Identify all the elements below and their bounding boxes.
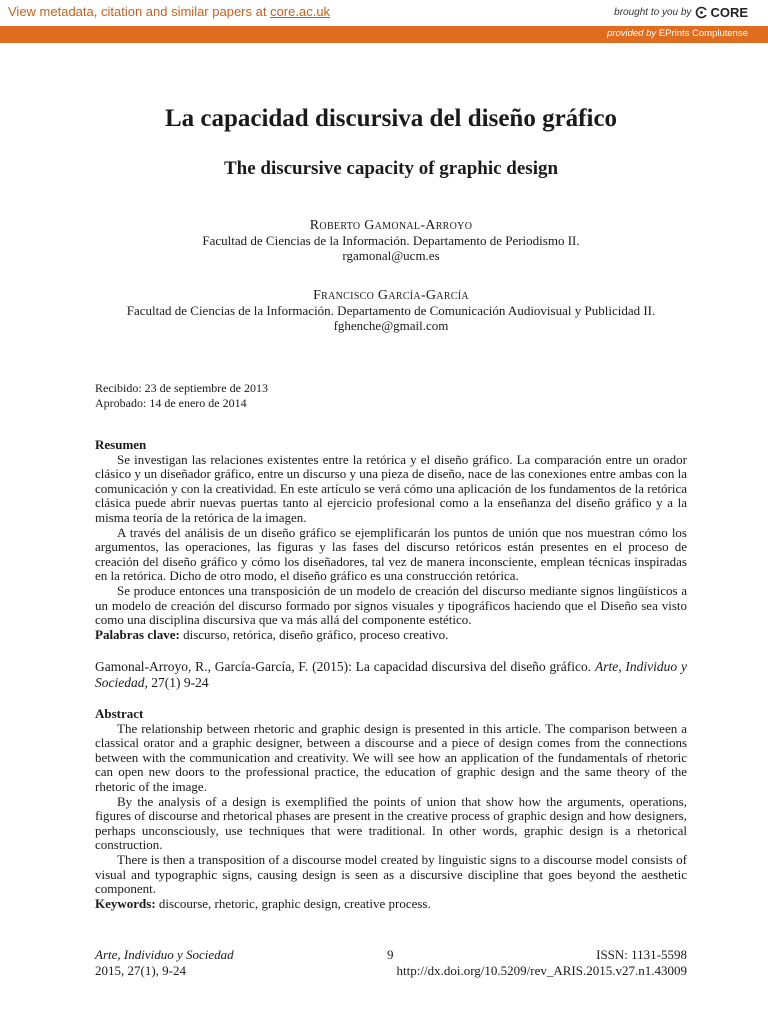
approved-date: Aprobado: 14 de enero de 2014 <box>95 396 247 410</box>
paper-subtitle: The discursive capacity of graphic design <box>223 158 559 179</box>
citation-journal: Arte, Individuo y Sociedad <box>95 659 687 690</box>
abstract-section <box>95 707 687 911</box>
core-logo-icon <box>695 6 708 19</box>
resumen-paragraph: Se produce entonces una transposición de un modelo de creación del discurso mediante signos lingüísticos a un modelo de creación del discurso formado por signos visuales y tipográficos haciendo que el Diseño sea visto como una disciplina discursiva que va más allá del componente estético. <box>95 582 687 628</box>
footer-journal-name: Arte, Individuo y Sociedad <box>95 947 234 962</box>
abstract-keywords <box>95 897 687 912</box>
footer-identifiers <box>397 947 687 979</box>
footer-issn: ISSN: 1131-5598 <box>596 947 687 962</box>
core-banner <box>0 0 768 26</box>
author-email[interactable]: fghenche@gmail.com <box>333 318 449 333</box>
citation-text: Gamonal-Arroyo, R., García-García, F. (2015): La capacidad discursiva del diseño gráfico. <box>95 659 595 674</box>
citation-volume: , 27(1) 9-24 <box>144 675 209 690</box>
resumen-heading: Resumen <box>95 437 147 452</box>
footer-issue: 2015, 27(1), 9-24 <box>95 963 186 978</box>
footer-doi[interactable]: http://dx.doi.org/10.5209/rev_ARIS.2015.v27.n1.43009 <box>396 963 687 978</box>
core-provided-bar <box>0 26 768 43</box>
received-date: Recibido: 23 de septiembre de 2013 <box>95 381 268 395</box>
submission-dates <box>95 381 268 411</box>
provided-by-prefix: provided by <box>607 28 657 39</box>
footer-journal <box>95 947 234 979</box>
resumen-paragraph: A través del análisis de un diseño gráfico se ejemplificarán los puntos de unión que nos muestran cómo los argumentos, las operaciones, las figuras y las fases del discurso retóricos están presentes en el proceso de creación del diseño gráfico y cómo los diseñadores, tal vez de manera inconsciente, emplean técnicas inspiradas en la retórica. Dicho de otro modo, el diseño gráfico es una construcción retórica. <box>95 524 687 584</box>
keywords-text: discurso, retórica, diseño gráfico, proceso creativo. <box>179 626 449 642</box>
author-affiliation: Facultad de Ciencias de la Información. Departamento de Periodismo II. <box>202 233 580 248</box>
author-block-1 <box>95 218 687 263</box>
brought-by-text: brought to you by <box>614 7 692 18</box>
keywords-text: discourse, rhetoric, graphic design, creative process. <box>155 895 431 911</box>
provided-by[interactable] <box>607 28 748 39</box>
abstract-paragraph: The relationship between rhetoric and graphic design is presented in this article. The comparison between a classical orator and a graphic designer, between a discourse and a piece of design comes from the connections between with the communication and creativity. We will see how an application of the fundamentals of rhetoric can open new doors to the professional practice, the education of graphic design and the same theory of the rhetoric of the image. <box>95 720 687 794</box>
core-logo-label: CORE <box>710 5 748 20</box>
core-logo <box>695 5 748 20</box>
provided-by-name: EPrints Complutense <box>658 28 748 39</box>
author-block-2 <box>80 288 702 333</box>
resumen-section <box>95 438 687 642</box>
keywords-label: Palabras clave: <box>95 626 180 642</box>
author-email[interactable]: rgamonal@ucm.es <box>342 248 440 263</box>
citation <box>95 659 687 691</box>
core-link-prefix: View metadata, citation and similar papers at <box>8 4 271 19</box>
core-brand[interactable] <box>614 5 748 20</box>
page-number: 9 <box>387 947 394 962</box>
author-affiliation: Facultad de Ciencias de la Información. Departamento de Comunicación Audiovisual y Publicidad II. <box>126 303 656 318</box>
author-name: Roberto Gamonal-Arroyo <box>309 218 473 233</box>
abstract-paragraph: By the analysis of a design is exemplified the points of union that show how the arguments, operations, figures of discourse and rhetorical phases are present in the creative process of graphic design and how designers, perhaps unconsciously, use techniques that were traditional. In other words, graphic design is a rhetorical construction. <box>95 793 687 853</box>
core-link[interactable]: core.ac.uk <box>270 4 331 19</box>
abstract-paragraph: There is then a transposition of a discourse model created by linguistic signs to a discourse model consists of visual and typographic signs, causing design is seen as a discursive discipline that goes beyond the aesthetic component. <box>95 851 687 897</box>
author-name: Francisco García-García <box>313 288 469 303</box>
resumen-keywords <box>95 628 687 643</box>
keywords-label: Keywords: <box>95 895 156 911</box>
core-metadata-line <box>8 4 330 19</box>
abstract-heading: Abstract <box>95 706 144 721</box>
resumen-paragraph: Se investigan las relaciones existentes entre la retórica y el diseño gráfico. La comparación entre un orador clásico y un diseñador gráfico, entre un discurso y una pieza de diseño, nace de las conexiones entre ambas con la comunicación y con la creatividad. En este artículo se verá cómo una aplicación de los fundamentos de la retórica clásica puede abrir nuevas puertas tanto al ejercicio profesional como a la enseñanza del diseño gráfico y a la misma teoría de la retórica de la imagen. <box>95 451 688 525</box>
paper-title: La capacidad discursiva del diseño gráfico <box>164 105 618 132</box>
